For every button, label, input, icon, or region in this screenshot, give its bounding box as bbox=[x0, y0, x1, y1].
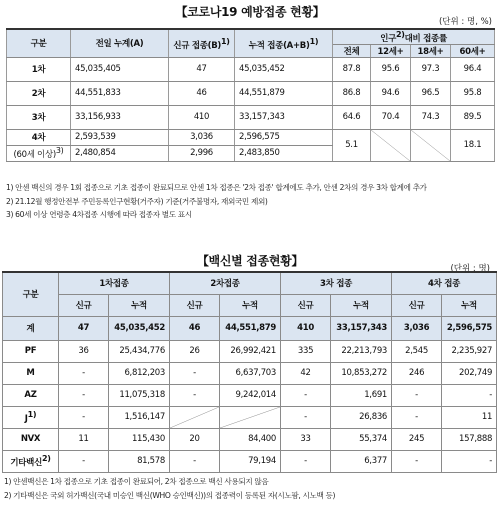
header-new: 신규 접종$(B)^{1)}$ bbox=[169, 29, 235, 57]
table-row: NVX 11 115,430 20 84,400 33 55,374 245 157,888 bbox=[3, 428, 497, 450]
header-cumulative: 누적 접종$(A+B)^{1)}$ bbox=[235, 29, 333, 57]
table-row: 2차 44,551,833 46 44,551,879 86.8 94.6 96.5 95.8 bbox=[7, 81, 495, 105]
table-row-total: 계 47 45,035,452 46 44,551,879 410 33,157,343 3,036 2,596,575 bbox=[3, 316, 497, 340]
table-row: 1차 45,035,405 47 45,035,452 87.8 95.6 97.3 96.4 bbox=[7, 57, 495, 81]
empty-dose2-cell bbox=[170, 406, 220, 428]
vaccination-status-table bbox=[6, 28, 495, 162]
table-row: (60세 이상)$^{3)}$ 2,480,854 2,996 2,483,850 bbox=[7, 145, 495, 161]
table-row: $J^{1)}$ - 1,516,147 - 26,836 - 11 bbox=[3, 406, 497, 428]
header-rate-18: 18세+ bbox=[411, 44, 451, 57]
header-category: 구분 bbox=[3, 272, 59, 316]
header-rate-60: 60세+ bbox=[451, 44, 495, 57]
header-rate-12: 12세+ bbox=[371, 44, 411, 57]
footnotes-2: 1) 얀센백신은 1차 접종으로 기초 접종이 완료되어, 2차 접종으로 백신 사용되지 않음 2) 기타백신은 국외 허가백신(국내 미승인 백신(WHO 승인백신))의 접종력이 등록된 자(시노팜, 시노백 등) bbox=[4, 477, 336, 500]
table-row: 4차 2,593,539 3,036 2,596,575 5.1 18.1 bbox=[7, 129, 495, 145]
header-dose-3: 3차 접종 bbox=[281, 272, 392, 294]
header-rate-group: 인구$^{2)}$대비 접종률 bbox=[333, 29, 495, 44]
vaccination-status-title: 【코로나19 예방접종 현황】 bbox=[175, 5, 325, 19]
table-row: AZ - 11,075,318 - 9,242,014 - 1,691 - - bbox=[3, 384, 497, 406]
table-row: 기타백신$^{2)}$ - 81,578 - 79,194 - 6,377 - - bbox=[3, 450, 497, 472]
header-category: 구분 bbox=[7, 29, 71, 57]
empty-dose2-cell bbox=[220, 406, 281, 428]
header-rate-all: 전체 bbox=[333, 44, 371, 57]
unit-label-1: (단위 : 명, %) bbox=[438, 17, 492, 27]
vaccine-status-title: 【백신별 접종현황】 bbox=[196, 254, 304, 268]
vaccine-status-table: 구분 1차접종 2차접종 3차 접종 4차 접종 신규 누적 신규 누적 신규 누적 신규 누적 계 47 45,035,452 46 44,551,879 410 33,157,343 3,036 2,596,575 PF 36 25,434,776 26 26,992,421 335 22,213,793 2,545 2,235,927 M - 6,812,203 - 6,637,703 42 10,853,272 246 202,749 AZ - 11,075,318 - 9,242,014 - 1,691 - - $J^{1)}$ - 1,516,147 - 26,836 - 11 NVX 11 115,430 20 84,400 33 55,374 245 157,888 기타백신$^{2)}$ - 81,578 - 79,194 - 6,377 - - bbox=[2, 271, 497, 473]
table-row: M - 6,812,203 - 6,637,703 42 10,853,272 246 202,749 bbox=[3, 362, 497, 384]
footnotes-1: 1) 안센 백신의 경우 1회 접종으로 기초 접종이 완료되므로 안센 1차 접종은 '2차 접종' 합계에도 추가, 안센 2차의 경우 3차 합계에 추가 2) 21.12월 행정안전부 주민등록인구현황(거주자) 기준(거주불명자, 재외국민 제외) 3) 60세 이상 연령층 4차접종 시행에 따라 접종자 별도 표시 bbox=[6, 183, 427, 219]
header-dose-2: 2차접종 bbox=[170, 272, 281, 294]
empty-rate-cell bbox=[371, 129, 411, 161]
table-row: PF 36 25,434,776 26 26,992,421 335 22,213,793 2,545 2,235,927 bbox=[3, 340, 497, 362]
unit-label-2: (단위 : 명) bbox=[450, 264, 490, 274]
header-dose-1: 1차접종 bbox=[59, 272, 170, 294]
empty-rate-cell bbox=[411, 129, 451, 161]
header-prev-total: 전일 누계(A) bbox=[71, 29, 169, 57]
header-dose-4: 4차 접종 bbox=[392, 272, 497, 294]
table-row: 3차 33,156,933 410 33,157,343 64.6 70.4 74.3 89.5 bbox=[7, 105, 495, 129]
